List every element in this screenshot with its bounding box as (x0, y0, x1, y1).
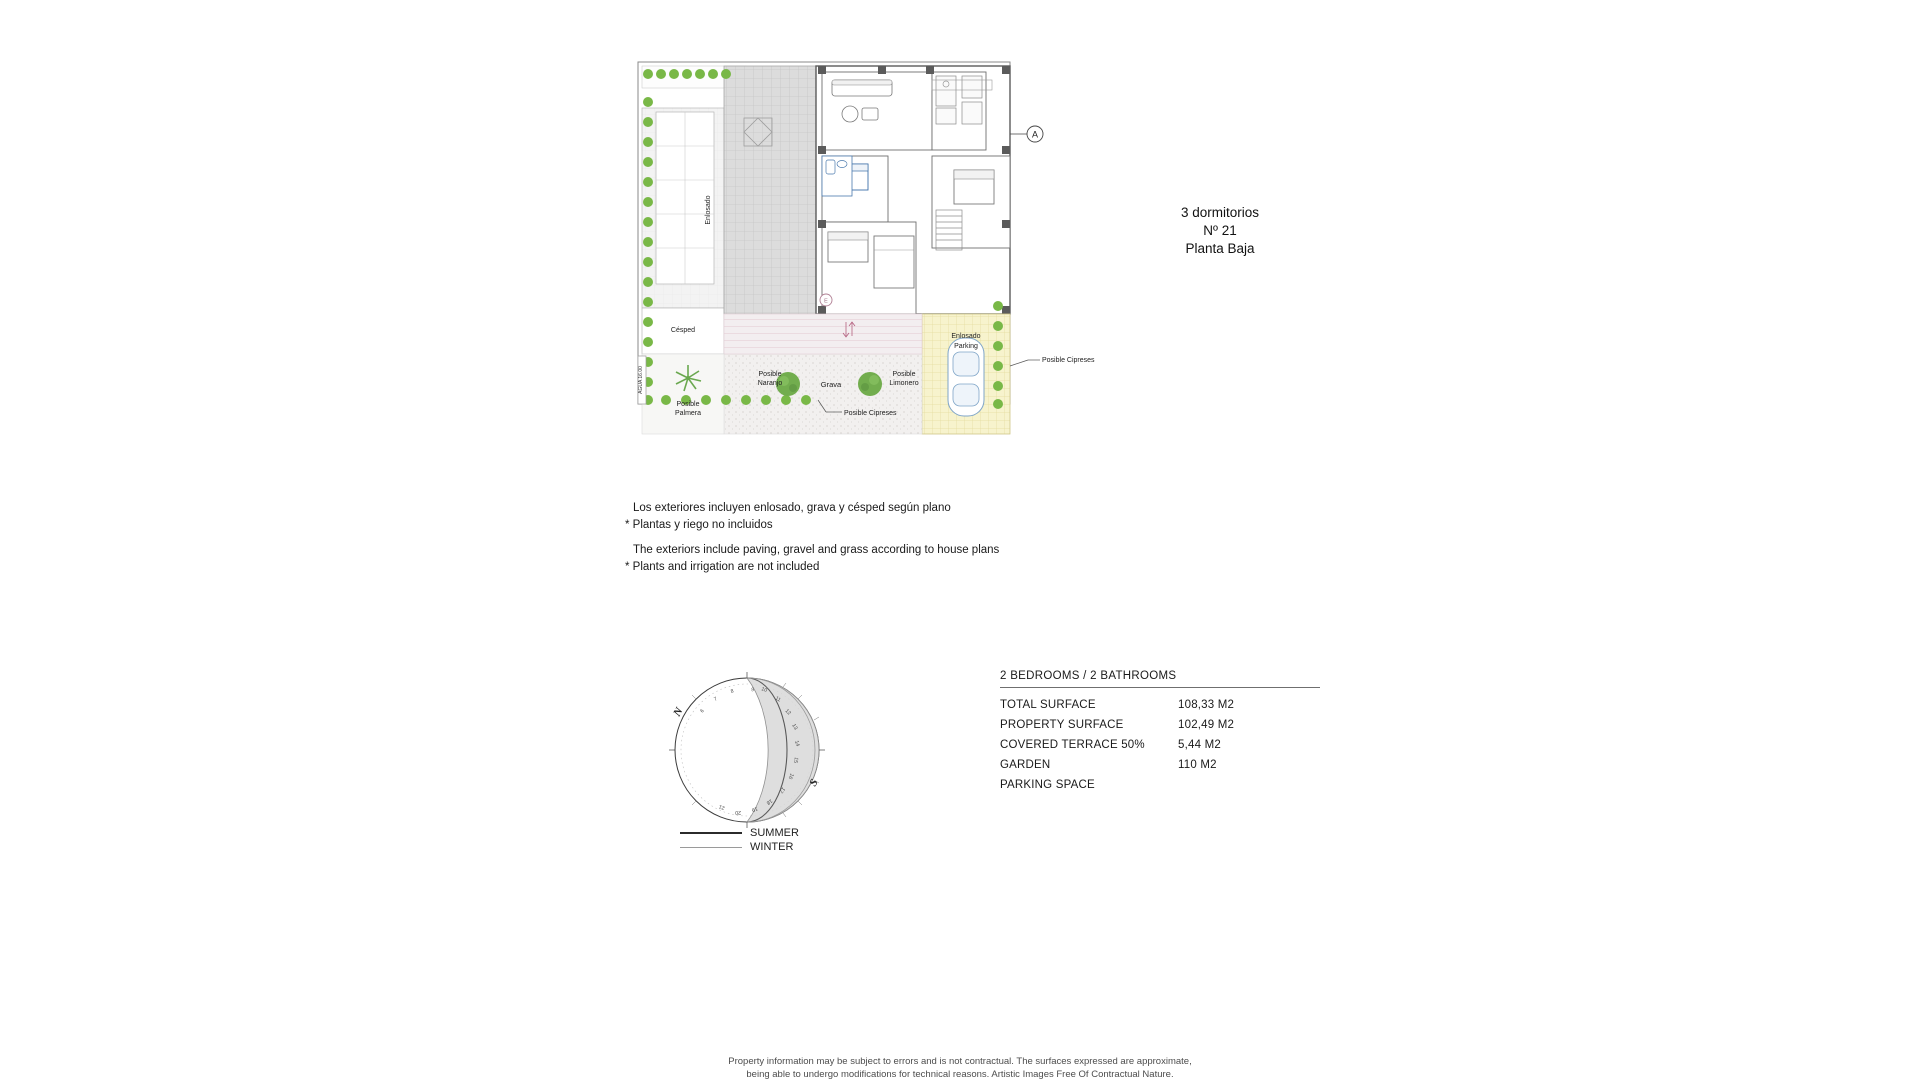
plan-label-cesped: Césped (670, 327, 696, 334)
svg-text:9: 9 (750, 687, 755, 694)
sun-legend-summer (680, 826, 799, 840)
plan-axis-marker: A (1031, 129, 1039, 140)
plan-label-posible-palmera-1: Posible (676, 401, 700, 408)
disclaimer-line-1: Property information may be subject to errors and is not contractual. The surfaces expressed are approximate, (728, 1056, 1192, 1067)
plan-title-line-3: Planta Baja (1185, 241, 1255, 256)
plan-label-posible-limonero-2: Limonero (889, 380, 919, 387)
plan-title-line-2: Nº 21 (1203, 223, 1237, 238)
winter-line-icon (680, 847, 742, 848)
surface-table-heading: 2 BEDROOMS / 2 BATHROOMS (1000, 670, 1320, 688)
plan-label-posible-naranjo-2: Naranjo (757, 380, 783, 387)
table-row (1000, 735, 1320, 755)
sun-legend-winter (680, 840, 799, 854)
surface-label-garden: GARDEN (1000, 759, 1051, 771)
svg-text:11: 11 (774, 695, 782, 704)
svg-text:E: E (824, 298, 828, 305)
surface-label-parking: PARKING SPACE (1000, 779, 1095, 791)
disclaimer-footer (0, 1055, 1920, 1080)
surface-summary-table (1000, 670, 1320, 795)
winter-label: WINTER (750, 841, 794, 853)
summer-label: SUMMER (750, 827, 799, 839)
table-row (1000, 755, 1320, 775)
svg-text:8: 8 (730, 688, 735, 695)
plan-label-posible-limonero-1: Posible (892, 371, 916, 378)
surface-value-property: 102,49 M2 (1178, 719, 1235, 731)
legend-line-es-1: Los exteriores incluyen enlosado, grava y césped según plano (633, 502, 951, 514)
compass-south-label: S (807, 777, 821, 789)
svg-text:17: 17 (777, 785, 787, 794)
plan-label-grava: Grava (820, 380, 842, 389)
summer-line-icon (680, 832, 742, 834)
surface-label-total: TOTAL SURFACE (1000, 699, 1096, 711)
plan-label-enlosado-parking-2: Parking (954, 343, 978, 350)
legend-line-es-2: * Plantas y riego no incluidos (625, 518, 773, 531)
svg-text:12: 12 (783, 708, 792, 717)
svg-text:6: 6 (699, 708, 706, 715)
svg-text:19: 19 (750, 805, 759, 813)
legend-line-en-2: * Plants and irrigation are not included (625, 560, 820, 573)
svg-text:13: 13 (790, 723, 799, 732)
surface-value-covered-terrace: 5,44 M2 (1178, 739, 1221, 751)
plan-label-posible-cipreses-right: Posible Cipreses (1042, 357, 1095, 364)
svg-text:14: 14 (793, 739, 801, 748)
plan-label-posible-cipreses-bottom: Posible Cipreses (844, 410, 897, 417)
plan-title-line-1: 3 dormitorios (1180, 205, 1260, 220)
table-row (1000, 715, 1320, 735)
floor-plan-drawing (636, 60, 1096, 480)
plan-title-block (1120, 204, 1320, 258)
surface-label-covered-terrace: COVERED TERRACE 50% (1000, 739, 1145, 751)
svg-text:21: 21 (718, 803, 726, 811)
table-row (1000, 695, 1320, 715)
table-row (1000, 775, 1320, 795)
surface-value-total: 108,33 M2 (1178, 699, 1235, 711)
sun-path-diagram (655, 655, 845, 845)
sun-path-legend (680, 826, 799, 854)
plan-label-enlosado: Enlosado (705, 195, 712, 225)
exterior-legend (625, 500, 999, 575)
svg-text:10: 10 (760, 686, 768, 694)
svg-text:16: 16 (786, 772, 795, 780)
plan-label-agua: AGUA 16.00 (638, 366, 644, 394)
plan-label-posible-palmera-2: Palmera (674, 410, 702, 417)
disclaimer-line-2: being able to undergo modifications for technical reasons. Artistic Images Free Of Contractual Nature. (746, 1069, 1174, 1080)
surface-value-garden: 110 M2 (1178, 759, 1217, 771)
compass-north-label: N (671, 705, 686, 719)
svg-text:18: 18 (765, 797, 774, 806)
legend-line-en-1: The exteriors include paving, gravel and grass according to house plans (633, 544, 1000, 556)
surface-label-property: PROPERTY SURFACE (1000, 719, 1124, 731)
plan-label-enlosado-parking-1: Enlosado (951, 333, 981, 340)
plan-label-posible-naranjo-1: Posible (758, 371, 782, 378)
svg-text:15: 15 (792, 756, 799, 764)
svg-text:7: 7 (713, 696, 719, 703)
svg-text:20: 20 (735, 809, 741, 815)
